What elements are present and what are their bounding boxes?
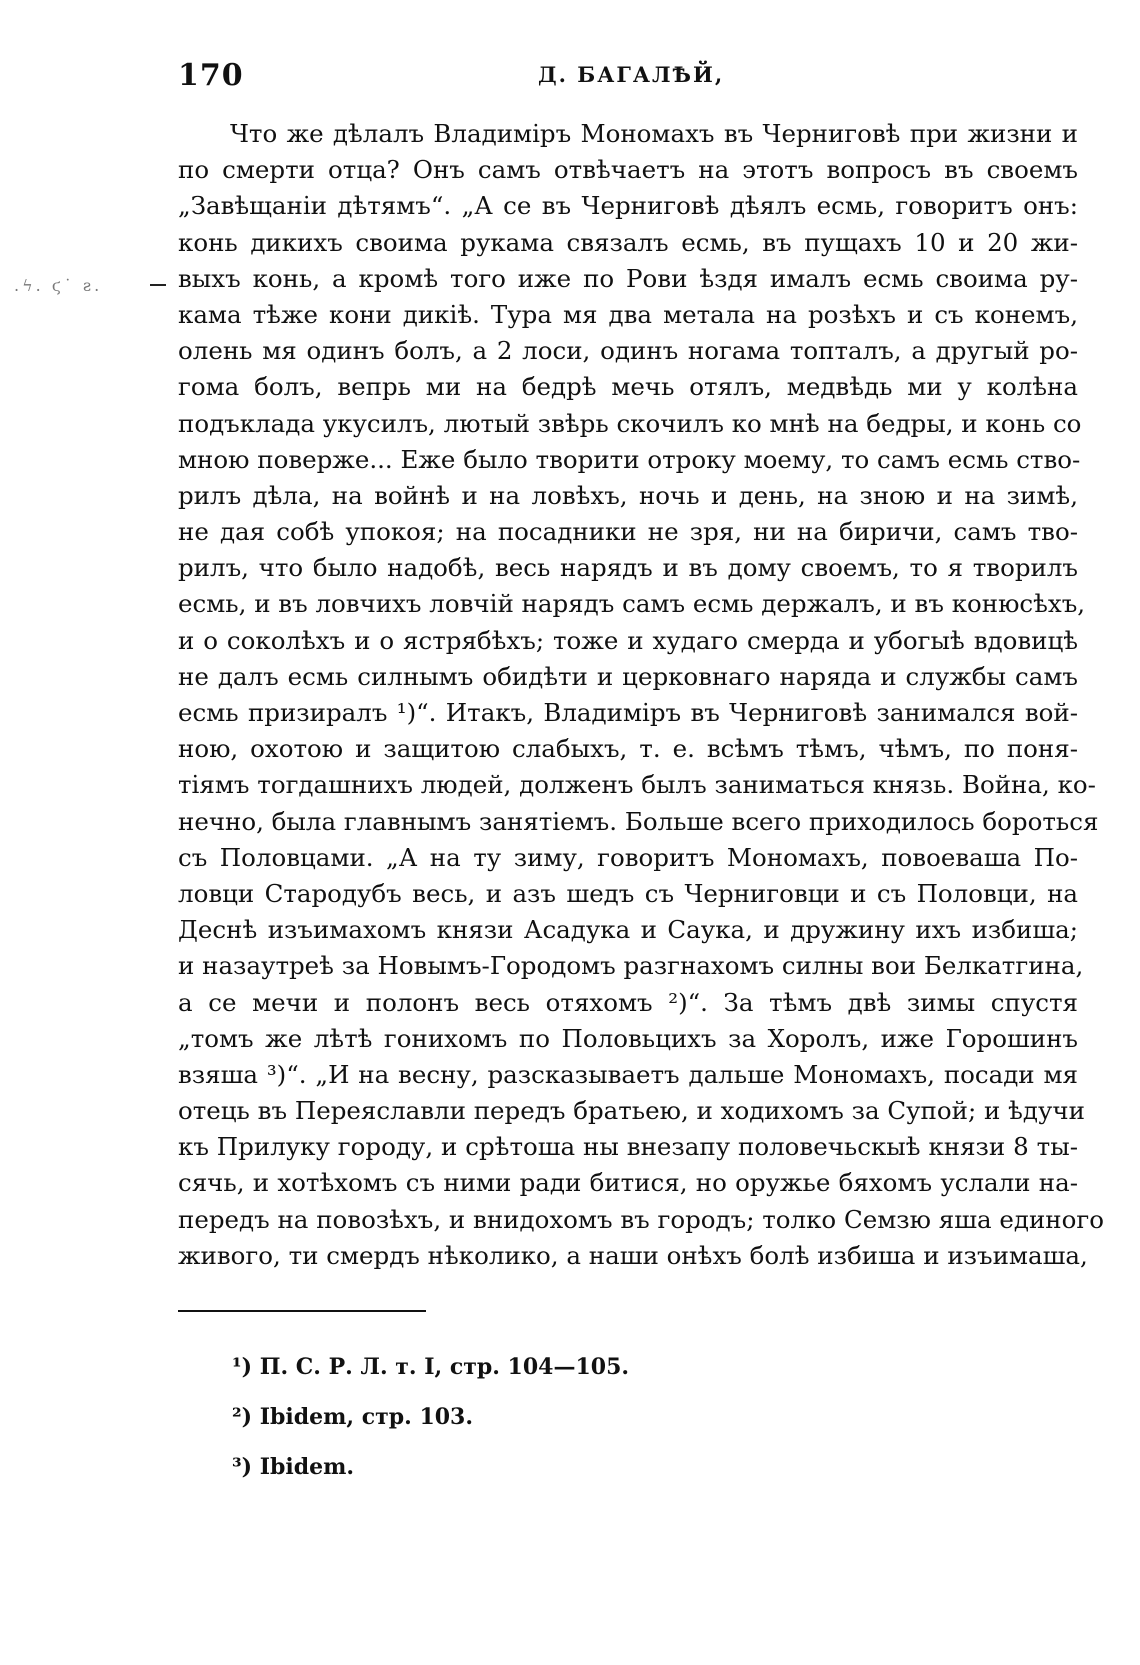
- page-number: 170: [178, 58, 244, 93]
- text-line: конь дикихъ своима рукама связалъ есмь, въ пущахъ 10 и 20 жи-: [178, 227, 1078, 257]
- footnote-rule: [178, 1310, 426, 1312]
- text-line: есмь призиралъ ¹)“. Итакъ, Владиміръ въ Черниговѣ занимался вой-: [178, 698, 1078, 727]
- text-line: взяша ³)“. „И на весну, разсказываетъ дальше Мономахъ, посади мя: [178, 1059, 1078, 1089]
- footnote-2: ²) Ibidem, стр. 103.: [232, 1404, 474, 1430]
- text-line: отець въ Переяславли передъ братьею, и ходихомъ за Супой; и ѣдучи: [178, 1096, 1085, 1126]
- text-line: рилъ, что было надобѣ, весь нарядъ и въ дому своемъ, то я творилъ: [178, 553, 1078, 583]
- text-line: рилъ дѣла, на войнѣ и на ловѣхъ, ночь и день, на зною и на зимѣ,: [178, 480, 1078, 510]
- text-line: нечно, была главнымъ занятіемъ. Больше всего приходилось бороться: [178, 806, 1099, 836]
- running-head: Д. БАГАЛѢЙ,: [538, 62, 725, 87]
- text-line: Деснѣ изъимахомъ князи Асадука и Саука, и дружину ихъ избиша;: [178, 915, 1078, 945]
- margin-dash: [150, 284, 166, 286]
- text-line: живого, ти смердъ нѣколико, а наши онѣхъ болѣ избиша и изъимаша,: [178, 1240, 1088, 1270]
- text-line: къ Прилуку городу, и срѣтоша ны внезапу половечьскыѣ князи 8 ты-: [178, 1132, 1078, 1162]
- body-paragraph: [178, 116, 1104, 1274]
- text-line: кама тѣже кони дикіѣ. Тура мя два метала на розѣхъ и съ конемъ,: [178, 299, 1078, 329]
- text-line: выхъ конь, а кромѣ того иже по Рови ѣздя ималъ есмь своима ру-: [178, 263, 1078, 293]
- margin-note: .ϟ. ϛ˙ ƨ.: [14, 276, 103, 295]
- footnote-1: ¹) П. С. Р. Л. т. I, стр. 104—105.: [232, 1354, 630, 1380]
- text-line: ною, охотою и защитою слабыхъ, т. е. всѣмъ тѣмъ, чѣмъ, по поня-: [178, 734, 1078, 764]
- text-line: не дая собѣ упокоя; на посадники не зря, ни на биричи, самъ тво-: [178, 517, 1078, 547]
- text-line: „Завѣщаніи дѣтямъ“. „А се въ Черниговѣ дѣялъ есмь, говоритъ онъ:: [178, 191, 1078, 221]
- footnotes: [232, 1342, 832, 1492]
- footnote-3: ³) Ibidem.: [232, 1454, 355, 1480]
- text-line: и о соколѣхъ и о ястрябѣхъ; тоже и худаго смерда и убогыѣ вдовицѣ: [178, 625, 1078, 655]
- text-line: ловци Стародубъ весь, и азъ шедъ съ Черниговци и съ Половци, на: [178, 878, 1078, 908]
- text-line: есмь, и въ ловчихъ ловчій нарядъ самъ есмь держалъ, и въ конюсѣхъ,: [178, 589, 1086, 619]
- text-line: подъклада укусилъ, лютый звѣрь скочилъ ко мнѣ на бедры, и конь со: [178, 408, 1082, 438]
- text-line: гома болъ, вепрь ми на бедрѣ мечь отялъ, медвѣдь ми у колѣна: [178, 372, 1078, 402]
- text-line: мною поверже... Еже было творити отроку моему, то самъ есмь ство-: [178, 444, 1081, 474]
- text-line: съ Половцами. „А на ту зиму, говоритъ Мономахъ, повоеваша По-: [178, 842, 1078, 872]
- text-line: „томъ же лѣтѣ гонихомъ по Половьцихъ за Хоролъ, иже Горошинъ: [178, 1023, 1078, 1053]
- text-line: и назаутреѣ за Новымъ-Городомъ разгнахомъ силны вои Белкатгина,: [178, 951, 1084, 981]
- text-line: олень мя одинъ болъ, а 2 лоси, одинъ ногама топталъ, а другый ро-: [178, 336, 1078, 366]
- text-line: тіямъ тогдашнихъ людей, долженъ былъ заниматься князь. Война, ко-: [178, 770, 1096, 800]
- page-header: [178, 58, 1078, 98]
- text-line: сячь, и хотѣхомъ съ ними ради битися, но оружье бяхомъ услали на-: [178, 1168, 1078, 1198]
- text-line: не далъ есмь силнымъ обидѣти и церковнаго наряда и службы самъ: [178, 661, 1078, 691]
- text-line: по смерти отца? Онъ самъ отвѣчаетъ на этотъ вопросъ въ своемъ: [178, 155, 1078, 185]
- text-line: передъ на повозѣхъ, и внидохомъ въ городъ; толко Семзю яша единого: [178, 1204, 1104, 1234]
- text-line: а се мечи и полонъ весь отяхомъ ²)“. За тѣмъ двѣ зимы спустя: [178, 987, 1078, 1017]
- text-line: Что же дѣлалъ Владиміръ Мономахъ въ Черниговѣ при жизни и: [230, 119, 1078, 148]
